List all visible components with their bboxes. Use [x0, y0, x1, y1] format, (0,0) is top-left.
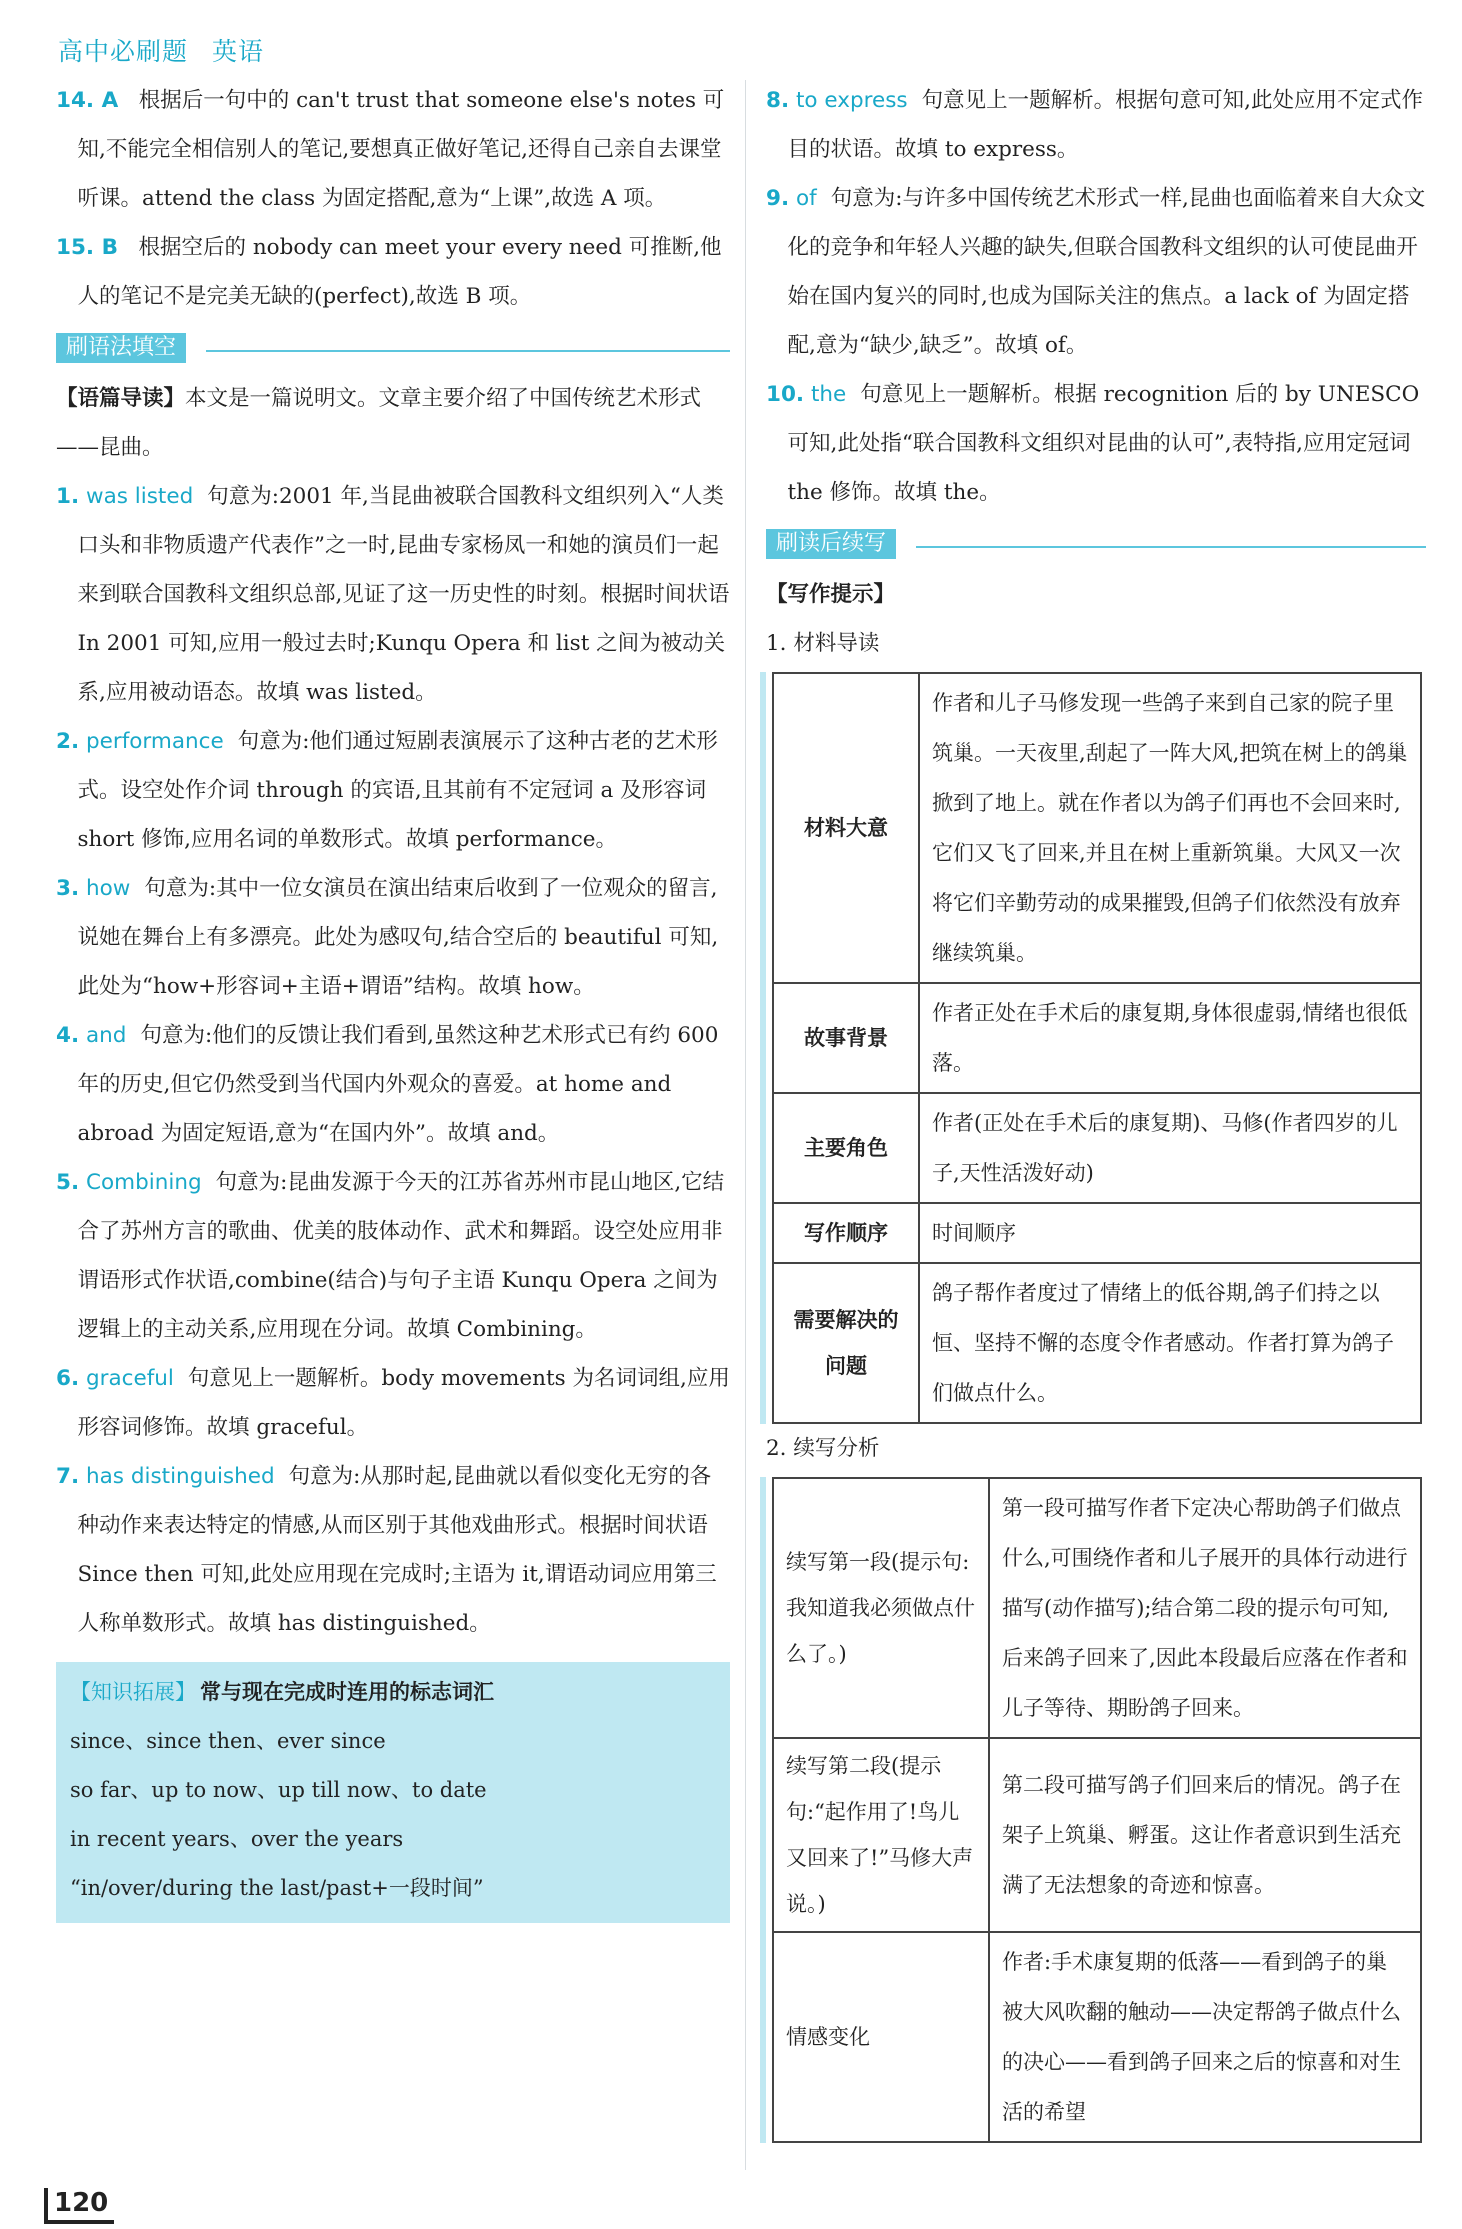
answer-number: 4.	[56, 1023, 80, 1048]
row-content: 鸽子帮作者度过了情绪上的低谷期,鸽子们持之以恒、坚持不懈的态度令作者感动。作者打算为鸽子们做点什么。	[919, 1263, 1421, 1423]
table-row	[773, 1932, 1421, 2142]
grammar-answer-10	[766, 370, 1426, 517]
section-continuation-writing	[766, 517, 1426, 556]
answer-explanation: 根据空后的 nobody can meet your every need 可推断,他人的笔记不是完美无缺的(perfect),故选 B 项。	[77, 235, 722, 309]
table-row	[773, 1093, 1421, 1203]
answer-number: 9.	[766, 186, 790, 211]
passage-guide	[56, 374, 730, 472]
table-row	[773, 1203, 1421, 1263]
part1-title: 1. 材料导读	[766, 631, 880, 656]
grammar-answer-9	[766, 174, 1426, 370]
knowledge-tag: 【知识拓展】	[70, 1680, 196, 1704]
grammar-answers	[56, 472, 730, 1648]
answer-number: 15. B	[56, 235, 118, 260]
answer-word: was listed	[85, 484, 194, 509]
table-row	[773, 1738, 1421, 1932]
subject-title: 英语	[212, 37, 265, 66]
row-header: 材料大意	[773, 673, 919, 983]
section-underline	[916, 546, 1426, 548]
answer-word: performance	[85, 729, 224, 754]
answer-explanation: 句意为:与许多中国传统艺术形式一样,昆曲也面临着来自大众文化的竞争和年轻人兴趣的缺失,但联合国教科文组织的认可使昆曲开始在国内复兴的同时,也成为国际关注的焦点。a lack of 为固定搭配,意为“缺少,缺乏”。故填 of。	[787, 186, 1426, 358]
answer-explanation: 句意为:他们通过短剧表演展示了这种古老的艺术形式。设空处作介词 through 的宾语,且其前有不定冠词 a 及形容词 short 修饰,应用名词的单数形式。故填 performance。	[77, 729, 718, 852]
answer-explanation: 句意为:昆曲发源于今天的江苏省苏州市昆山地区,它结合了苏州方言的歌曲、优美的肢体动作、武术和舞蹈。设空处应用非谓语形式作状语,combine(结合)与句子主语 Kunqu Opera 之间为逻辑上的主动关系,应用现在分词。故填 Combining。	[77, 1170, 725, 1342]
section-grammar-fill	[56, 321, 730, 360]
grammar-answer-2	[56, 717, 730, 864]
answer-explanation: 句意见上一题解析。根据 recognition 后的 by UNESCO 可知,此处指“联合国教科文组织对昆曲的认可”,表特指,应用定冠词 the 修饰。故填 the。	[787, 382, 1420, 505]
answer-number: 3.	[56, 876, 80, 901]
answer-number: 6.	[56, 1366, 80, 1391]
answer-15	[56, 223, 730, 321]
answer-number: 2.	[56, 729, 80, 754]
row-header: 续写第一段(提示句:我知道我必须做点什么了。)	[773, 1478, 989, 1738]
answer-explanation: 句意为:从那时起,昆曲就以看似变化无穷的各种动作来表达特定的情感,从而区别于其他戏曲形式。根据时间状语 Since then 可知,此处应用现在完成时;主语为 it,谓语动词应用第三人称单数形式。故填 has distinguished。	[77, 1464, 717, 1636]
answer-explanation: 句意见上一题解析。根据句意可知,此处应用不定式作目的状语。故填 to express。	[787, 88, 1423, 162]
row-header: 故事背景	[773, 983, 919, 1093]
page-header	[58, 32, 264, 68]
row-content: 作者(正处在手术后的康复期)、马修(作者四岁的儿子,天性活泼好动)	[919, 1093, 1421, 1203]
analysis-table-frame	[760, 1477, 1426, 2143]
grammar-answer-7	[56, 1452, 730, 1648]
table-row	[773, 1263, 1421, 1423]
section-title: 刷读后续写	[766, 529, 896, 559]
row-header: 情感变化	[773, 1932, 989, 2142]
section-title: 刷语法填空	[56, 333, 186, 363]
row-content: 作者:手术康复期的低落——看到鸽子的巢被大风吹翻的触动——决定帮鸽子做点什么的决心——看到鸽子回来之后的惊喜和对生活的希望	[989, 1932, 1421, 2142]
book-title: 高中必刷题	[58, 37, 189, 66]
answer-word: graceful	[85, 1366, 174, 1391]
grammar-answer-3	[56, 864, 730, 1011]
answer-explanation: 根据后一句中的 can't trust that someone else's notes 可知,不能完全相信别人的笔记,要想真正做好笔记,还得自己亲自去课堂听课。attend the class 为固定搭配,意为“上课”,故选 A 项。	[77, 88, 725, 211]
answer-number: 7.	[56, 1464, 80, 1489]
knowledge-line: “in/over/during the last/past+一段时间”	[70, 1876, 484, 1900]
grammar-answer-6	[56, 1354, 730, 1452]
grammar-answer-5	[56, 1158, 730, 1354]
answer-word: to express	[795, 88, 908, 113]
material-table-frame	[760, 672, 1426, 1424]
answer-number: 5.	[56, 1170, 80, 1195]
row-content: 作者正处在手术后的康复期,身体很虚弱,情绪也很低落。	[919, 983, 1421, 1093]
answer-explanation: 句意为:其中一位女演员在演出结束后收到了一位观众的留言,说她在舞台上有多漂亮。此处为感叹句,结合空后的 beautiful 可知,此处为“how+形容词+主语+谓语”结构。故填 how。	[77, 876, 719, 999]
answer-explanation: 句意为:他们的反馈让我们看到,虽然这种艺术形式已有约 600 年的历史,但它仍然受到当代国内外观众的喜爱。at home and abroad 为固定短语,意为“在国内外”。故填 and。	[77, 1023, 719, 1146]
table-row	[773, 673, 1421, 983]
knowledge-line: so far、up to now、up till now、to date	[70, 1778, 487, 1802]
guide-text: 本文是一篇说明文。文章主要介绍了中国传统艺术形式——昆曲。	[56, 386, 702, 460]
answer-word: the	[810, 382, 847, 407]
answer-explanation: 句意见上一题解析。body movements 为名词词组,应用形容词修饰。故填 graceful。	[77, 1366, 730, 1440]
knowledge-line: in recent years、over the years	[70, 1827, 404, 1851]
analysis-table	[772, 1477, 1422, 2143]
row-content: 第一段可描写作者下定决心帮助鸽子们做点什么,可围绕作者和儿子展开的具体行动进行描写(动作描写);结合第二段的提示句可知,后来鸽子回来了,因此本段最后应落在作者和儿子等待、期盼鸽子回来。	[989, 1478, 1421, 1738]
answer-14	[56, 76, 730, 223]
knowledge-title: 常与现在完成时连用的标志词汇	[200, 1680, 494, 1704]
grammar-answer-1	[56, 472, 730, 717]
answer-word: of	[795, 186, 817, 211]
writing-tips-label: 【写作提示】	[766, 582, 896, 607]
knowledge-heading	[70, 1668, 716, 1717]
answer-word: how	[85, 876, 131, 901]
row-content: 第二段可描写鸽子们回来后的情况。鸽子在架子上筑巢、孵蛋。这让作者意识到生活充满了无法想象的奇迹和惊喜。	[989, 1738, 1421, 1932]
grammar-answer-8	[766, 76, 1426, 174]
row-content: 作者和儿子马修发现一些鸽子来到自己家的院子里筑巢。一天夜里,刮起了一阵大风,把筑在树上的鸽巢掀到了地上。就在作者以为鸽子们再也不会回来时,它们又飞了回来,并且在树上重新筑巢。大风又一次将它们辛勤劳动的成果摧毁,但鸽子们依然没有放弃继续筑巢。	[919, 673, 1421, 983]
row-header: 写作顺序	[773, 1203, 919, 1263]
answer-explanation: 句意为:2001 年,当昆曲被联合国教科文组织列入“人类口头和非物质遗产代表作”之一时,昆曲专家杨凤一和她的演员们一起来到联合国教科文组织总部,见证了这一历史性的时刻。根据时间状语 In 2001 可知,应用一般过去时;Kunqu Opera 和 list 之间为被动关系,应用被动语态。故填 was listed。	[77, 484, 730, 705]
column-divider	[745, 80, 746, 2170]
page-number: 120	[44, 2188, 114, 2224]
row-header: 主要角色	[773, 1093, 919, 1203]
table-row	[773, 1478, 1421, 1738]
row-header: 续写第二段(提示句:“起作用了!鸟儿又回来了!”马修大声说。)	[773, 1738, 989, 1932]
row-header: 需要解决的问题	[773, 1263, 919, 1423]
material-table	[772, 672, 1422, 1424]
answer-word: has distinguished	[85, 1464, 275, 1489]
grammar-answer-4	[56, 1011, 730, 1158]
part2-title: 2. 续写分析	[766, 1436, 880, 1461]
guide-label: 【语篇导读】	[56, 386, 186, 411]
answer-number: 10.	[766, 382, 805, 407]
answer-word: Combining	[85, 1170, 202, 1195]
answer-number: 14. A	[56, 88, 119, 113]
answer-word: and	[85, 1023, 127, 1048]
left-column	[56, 76, 730, 1923]
answer-number: 1.	[56, 484, 80, 509]
knowledge-extension-box	[56, 1662, 730, 1923]
knowledge-line: since、since then、ever since	[70, 1729, 386, 1753]
section-underline	[206, 350, 730, 352]
right-column	[766, 76, 1426, 2143]
row-content: 时间顺序	[919, 1203, 1421, 1263]
table-row	[773, 983, 1421, 1093]
answer-number: 8.	[766, 88, 790, 113]
